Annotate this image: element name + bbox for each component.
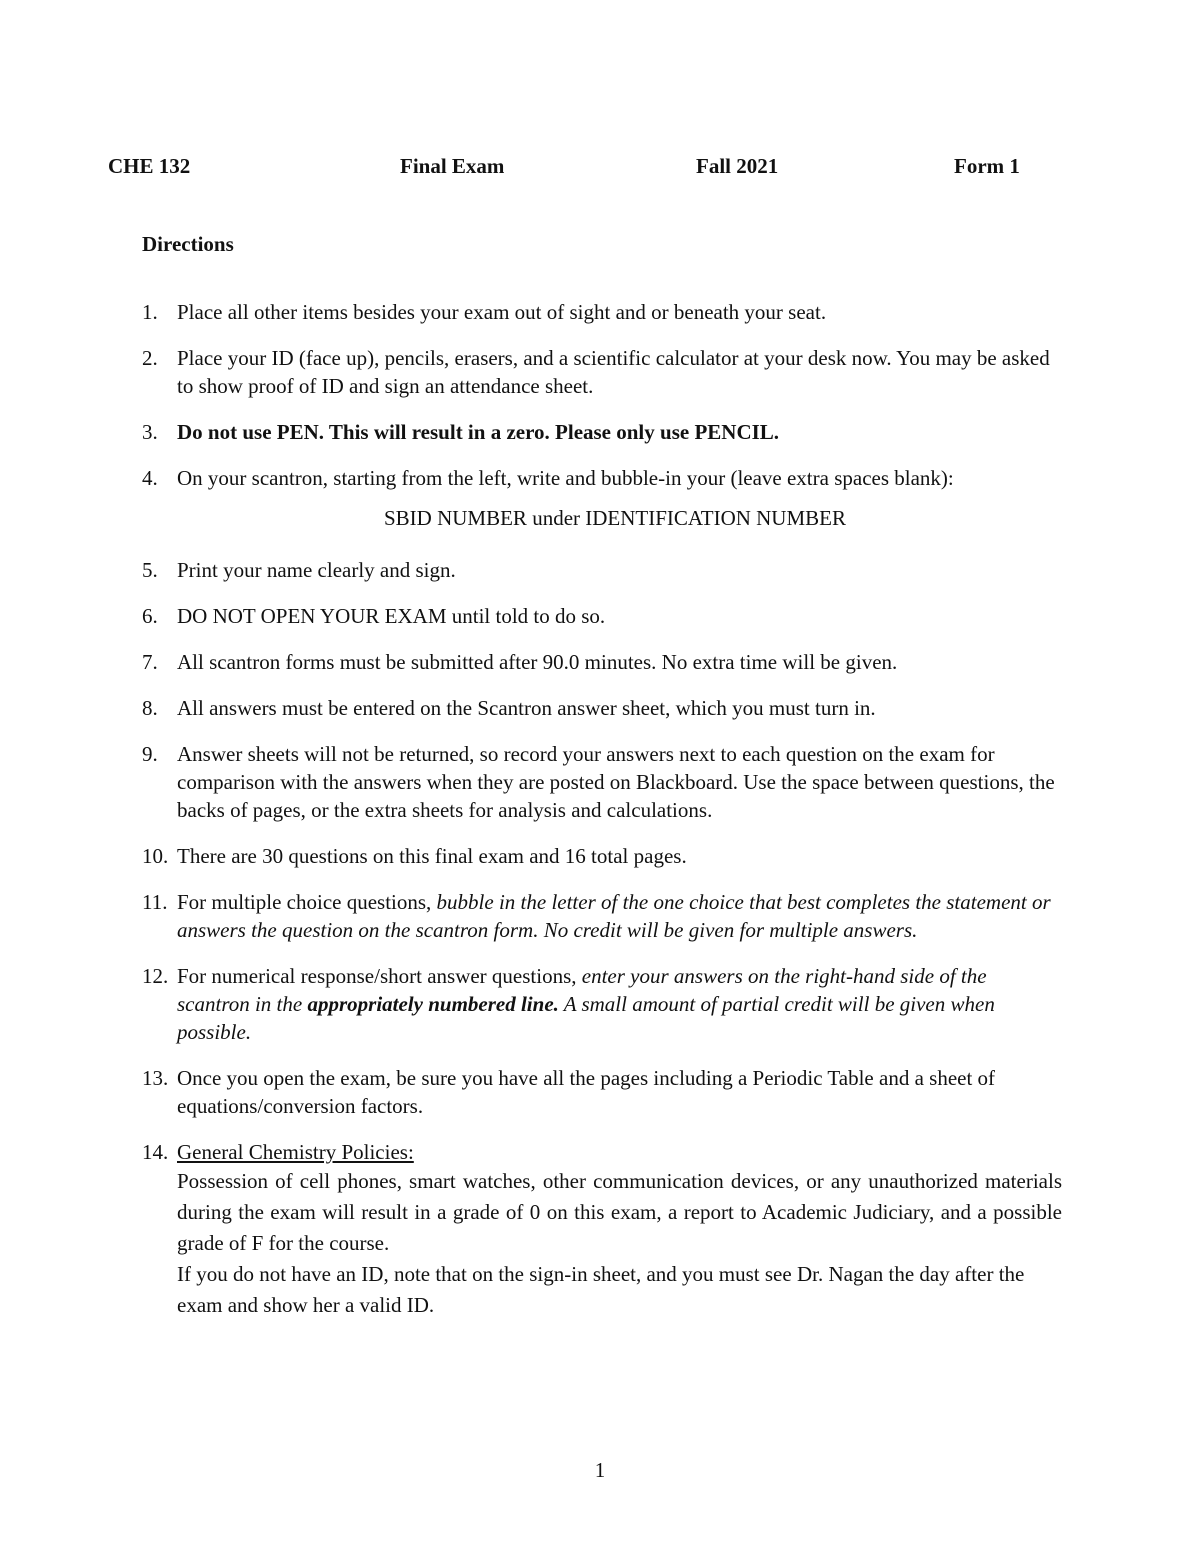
item-number: 11. (142, 890, 168, 914)
item-number: 14. (142, 1140, 169, 1164)
item-text (177, 888, 1062, 944)
direction-item-5 (0, 556, 1200, 584)
item-text (177, 962, 1062, 1046)
policies-block (177, 1138, 1062, 1321)
item-text: Do not use PEN. This will result in a zero. Please only use PENCIL. (177, 420, 780, 444)
item-text-italic: enter your answers on the right-hand side of the scantron in the (177, 964, 987, 1016)
item-text: All answers must be entered on the Scantron answer sheet, which you must turn in. (177, 696, 876, 720)
policy-paragraph: Possession of cell phones, smart watches, other communication devices, or any unauthorized materials during the exam will result in a grade of 0 on this exam, a report to Academic Judiciary, and a possible grade of F for the course. (177, 1169, 1062, 1255)
page-number: 1 (594, 1458, 606, 1482)
item-text: Print your name clearly and sign. (177, 558, 456, 582)
item-text-plain: For multiple choice questions, (177, 890, 437, 914)
item-number: 10. (142, 844, 169, 868)
item-text: There are 30 questions on this final exam and 16 total pages. (177, 844, 687, 868)
course-code: CHE 132 (108, 154, 191, 178)
item-text-plain: For numerical response/short answer questions, (177, 964, 582, 988)
exam-title: Final Exam (400, 154, 505, 178)
exam-header (108, 154, 1038, 184)
item-number: 13. (142, 1066, 169, 1090)
item-number: 9. (142, 742, 158, 766)
item-text: Place all other items besides your exam out of sight and or beneath your seat. (177, 300, 827, 324)
item-number: 3. (142, 420, 158, 444)
id-line: SBID NUMBER under IDENTIFICATION NUMBER (384, 506, 846, 530)
item-text: Once you open the exam, be sure you have all the pages including a Periodic Table and a sheet of equations/conversion factors. (177, 1066, 996, 1118)
direction-item-9 (0, 740, 1200, 824)
item-text: All scantron forms must be submitted after 90.0 minutes. No extra time will be given. (177, 650, 898, 674)
direction-item-12 (0, 962, 1200, 1046)
item-text-bold-italic: appropriately numbered line. (307, 992, 559, 1016)
direction-item-14 (0, 1138, 1200, 1321)
item-number: 7. (142, 650, 158, 674)
item-text-italic: A small amount of partial credit will be given when possible. (177, 992, 995, 1044)
item-text: DO NOT OPEN YOUR EXAM until told to do so. (177, 604, 606, 628)
item-text-italic: bubble in the letter of the one choice that best completes the statement or answers the question on the scantron form. No credit will be given for multiple answers. (177, 890, 1051, 942)
policies-heading: General Chemistry Policies: (177, 1140, 414, 1164)
direction-item-8 (0, 694, 1200, 722)
direction-item-11 (0, 888, 1200, 944)
direction-item-7 (0, 648, 1200, 676)
policy-paragraph: If you do not have an ID, note that on the sign-in sheet, and you must see Dr. Nagan the day after the exam and show her a valid ID. (177, 1262, 1025, 1317)
item-number: 2. (142, 346, 158, 370)
direction-item-4 (0, 464, 1200, 492)
direction-item-3 (0, 418, 1200, 446)
directions-heading: Directions (142, 232, 234, 256)
direction-item-10 (0, 842, 1200, 870)
item-number: 1. (142, 300, 158, 324)
direction-item-1 (0, 298, 1200, 326)
item-number: 8. (142, 696, 158, 720)
directions-list (0, 298, 1200, 1339)
item-number: 5. (142, 558, 158, 582)
item-number: 4. (142, 466, 158, 490)
item-text: Answer sheets will not be returned, so record your answers next to each question on the exam for comparison with the answers when they are posted on Blackboard. Use the space between questions, the backs of pages, or the extra sheets for analysis and calculations. (177, 742, 1055, 822)
direction-item-6 (0, 602, 1200, 630)
item-text: Place your ID (face up), pencils, erasers, and a scientific calculator at your desk now. You may be asked to show proof of ID and sign an attendance sheet. (177, 346, 1050, 398)
exam-form: Form 1 (954, 154, 1020, 178)
item-number: 6. (142, 604, 158, 628)
direction-item-13 (0, 1064, 1200, 1120)
item-text: On your scantron, starting from the left, write and bubble-in your (leave extra spaces blank): (177, 466, 954, 490)
direction-item-2 (0, 344, 1200, 400)
exam-term: Fall 2021 (696, 154, 779, 178)
item-number: 12. (142, 964, 169, 988)
